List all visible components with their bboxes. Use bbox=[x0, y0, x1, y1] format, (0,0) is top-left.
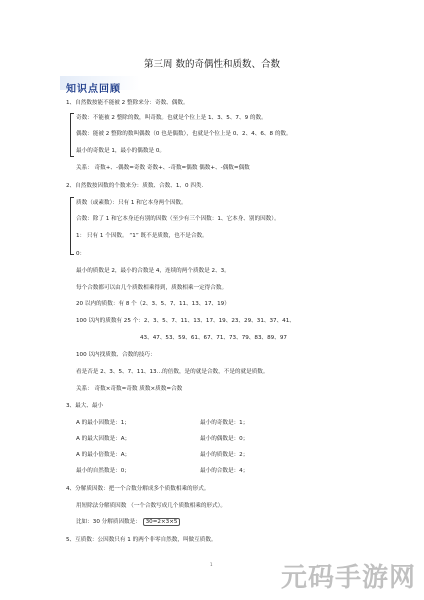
composite-product-rule: 每个合数都可以由几个质数相乘得到，质数相乘一定得合数。 bbox=[76, 285, 228, 291]
min-natural: 最小的自然数是：0； bbox=[76, 468, 130, 474]
example-answer: 30=2×3×5 bbox=[143, 518, 181, 526]
prime-definition: 质数（或素数）：只有 1 和它本身两个因数。 bbox=[76, 200, 187, 206]
even-definition: 偶数：能被 2 整除的数叫偶数（0 也是偶数），也就是个位上是 0、2、4、6、8 的数。 bbox=[76, 131, 292, 137]
min-prime: 最小的质数是：2； bbox=[200, 452, 249, 458]
bracket-1 bbox=[70, 113, 74, 157]
composite-definition: 合数：除了 1 和它本身还有别的因数（至少有三个因数：1、它本身、别的因数）。 bbox=[76, 216, 280, 222]
watermark-logo: 元码手游网 bbox=[280, 563, 416, 593]
min-composite: 最小的合数是：4； bbox=[200, 468, 249, 474]
section-heading: 知识点回顾 bbox=[66, 84, 121, 95]
item-3-heading: 3、最大、最小 bbox=[66, 403, 104, 409]
a-min-factor: A 的最小因数是：1； bbox=[76, 420, 130, 426]
primes-under-20: 20 以内的质数：有 8 个（2、3、5、7、11、13、17、19） bbox=[76, 301, 230, 307]
odd-definition: 奇数：不能被 2 整除的数，叫奇数。也就是个位上是 1、3、5、7、9 的数。 bbox=[76, 115, 267, 121]
a-min-multiple: A 的最小倍数是：A； bbox=[76, 452, 131, 458]
item-4-heading: 4、分解质因数：把一个合数分解成多个质数相乘的形式。 bbox=[66, 486, 210, 492]
bracket-2 bbox=[70, 197, 74, 255]
example-label: 比如：30 分解质因数是： bbox=[76, 519, 141, 525]
item-5-heading: 5、互质数：公因数只有 1 的两个非零自然数，叫做互质数。 bbox=[66, 537, 217, 543]
primes-under-100-line1: 100 以内的质数有 25 个：2、3、5、7、11、13、17、19、23、29、31、37、41、 bbox=[76, 318, 295, 324]
min-even: 最小的偶数是：0； bbox=[200, 436, 249, 442]
item-2-heading: 2、自然数按因数的个数来分：质数、合数、1、0 四类. bbox=[66, 183, 204, 189]
a-max-factor: A 的最大因数是：A； bbox=[76, 436, 131, 442]
one-definition: 1： 只有 1 个因数。 “1” 既不是质数，也不是合数。 bbox=[76, 233, 208, 239]
smallest-odd-even: 最小的奇数是 1，最小的偶数是 0。 bbox=[76, 148, 165, 154]
relation-odd-even: 关系： 奇数+、-偶数=奇数 奇数+、-奇数=偶数 偶数+、-偶数=偶数 bbox=[76, 165, 250, 171]
prime-finding-rule: 看是否是 2、3、5、7、11、13…的倍数，是的就是合数，不是的就是质数。 bbox=[76, 369, 269, 375]
relation-products: 关系： 奇数×奇数=奇数 质数×质数=合数 bbox=[76, 386, 183, 392]
page-title: 第三周 数的奇偶性和质数、合数 bbox=[143, 59, 281, 70]
smallest-prime-composite: 最小的质数是 2，最小的合数是 4，连续的两个质数是 2、3。 bbox=[76, 268, 230, 274]
example-line bbox=[76, 519, 180, 526]
prime-finding-tip: 100 以内找质数、合数的技巧： bbox=[76, 352, 156, 358]
zero-definition: 0： bbox=[76, 251, 86, 257]
page-number: 1 bbox=[210, 562, 213, 567]
item-1-heading: 1、自然数按能不能被 2 整除来分：奇数、偶数。 bbox=[66, 100, 189, 106]
primes-under-100-line2: 43、47、53、59、61、67、71、73、79、83、89、97 bbox=[140, 335, 287, 341]
short-division-note: 用短除法分解质因数 （一个合数写成几个质数相乘的形式）。 bbox=[76, 503, 227, 509]
min-odd: 最小的奇数是：1； bbox=[200, 420, 249, 426]
